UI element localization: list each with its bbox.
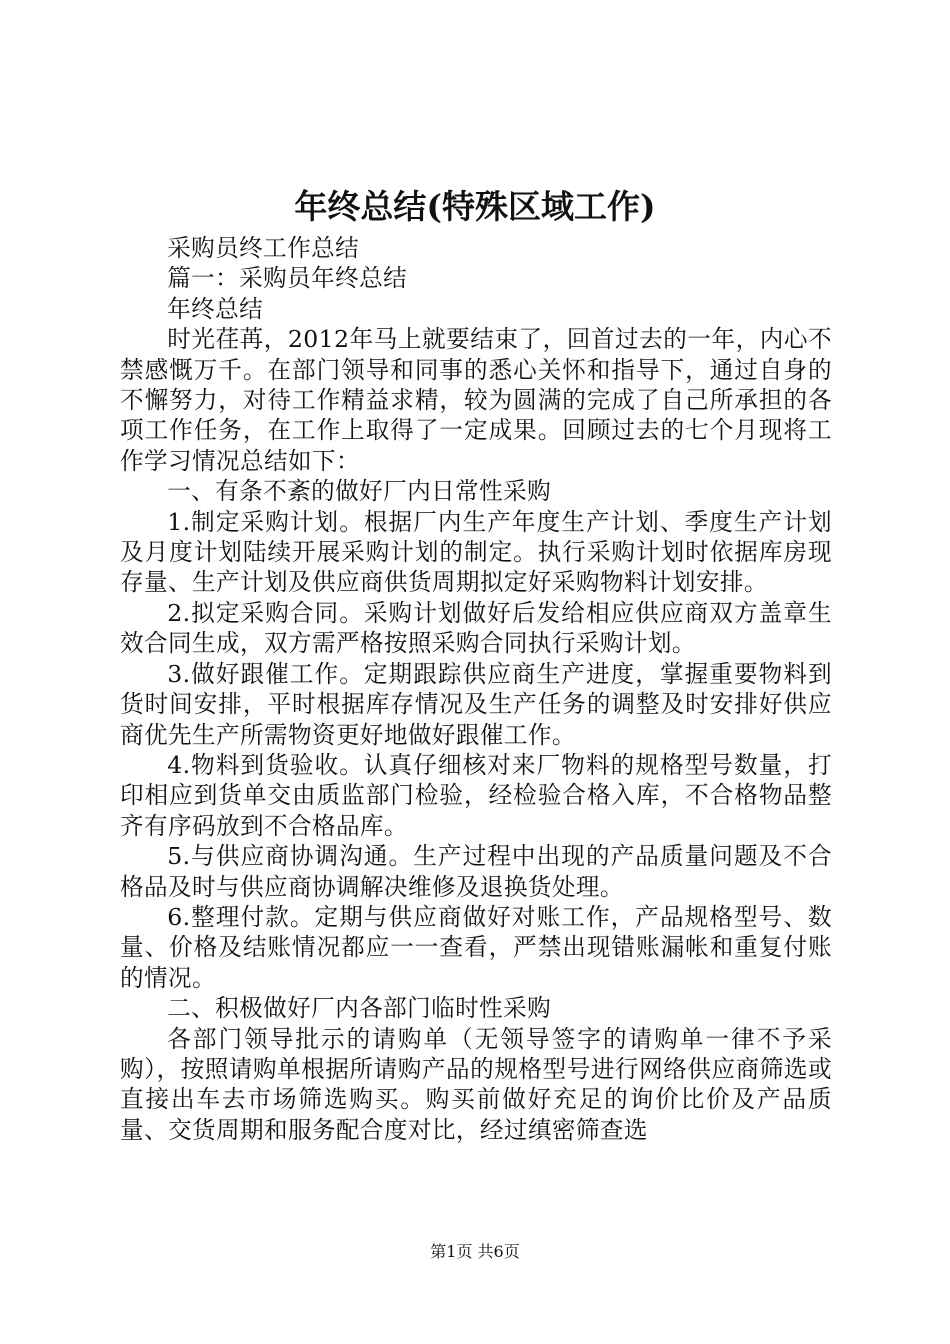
document-title: 年终总结(特殊区域工作) (294, 187, 656, 226)
paragraph: 6.整理付款。定期与供应商做好对账工作，产品规格型号、数量、价格及结账情况都应一一查看，严禁出现错账漏帐和重复付账的情况。 (120, 902, 832, 992)
paragraph: 1.制定采购计划。根据厂内生产年度生产计划、季度生产计划及月度计划陆续开展采购计划的制定。执行采购计划时依据库房现存量、生产计划及供应商供货周期拟定好采购物料计划安排。 (120, 507, 832, 597)
paragraph: 2.拟定采购合同。采购计划做好后发给相应供应商双方盖章生效合同生成，双方需严格按照采购合同执行采购计划。 (120, 598, 832, 658)
paragraph: 年终总结 (167, 294, 264, 323)
paragraph: 4.物料到货验收。认真仔细核对来厂物料的规格型号数量，打印相应到货单交由质监部门检验，经检验合格入库，不合格物品整齐有序码放到不合格品库。 (120, 750, 832, 840)
paragraph: 5.与供应商协调沟通。生产过程中出现的产品质量问题及不合格品及时与供应商协调解决维修及退换货处理。 (120, 842, 832, 901)
section-heading: 一、有条不紊的做好厂内日常性采购 (167, 477, 552, 506)
paragraph: 采购员终工作总结 (167, 234, 360, 262)
document-body (120, 233, 832, 1145)
paragraph: 篇一：采购员年终总结 (167, 264, 408, 293)
paragraph: 各部门领导批示的请购单（无领导签字的请购单一律不予采购），按照请购单根据所请购产品的规格型号进行网络供应商筛选或直接出车去市场筛选购买。购买前做好充足的询价比价及产品质量、交货周期和服务配合度对比，经过缜密筛查选 (120, 1024, 832, 1144)
page-footer: 第1页 共6页 (430, 1242, 520, 1261)
paragraph: 3.做好跟催工作。定期跟踪供应商生产进度，掌握重要物料到货时间安排，平时根据库存情况及生产任务的调整及时安排好供应商优先生产所需物资更好地做好跟催工作。 (120, 659, 832, 749)
section-heading: 二、积极做好厂内各部门临时性采购 (167, 994, 552, 1023)
paragraph: 时光荏苒，2012年马上就要结束了，回首过去的一年，内心不禁感慨万千。在部门领导和同事的悉心关怀和指导下，通过自身的不懈努力，对待工作精益求精，较为圆满的完成了自己所承担的各项工作任务，在工作上取得了一定成果。回顾过去的七个月现将工作学习情况总结如下： (120, 325, 832, 475)
